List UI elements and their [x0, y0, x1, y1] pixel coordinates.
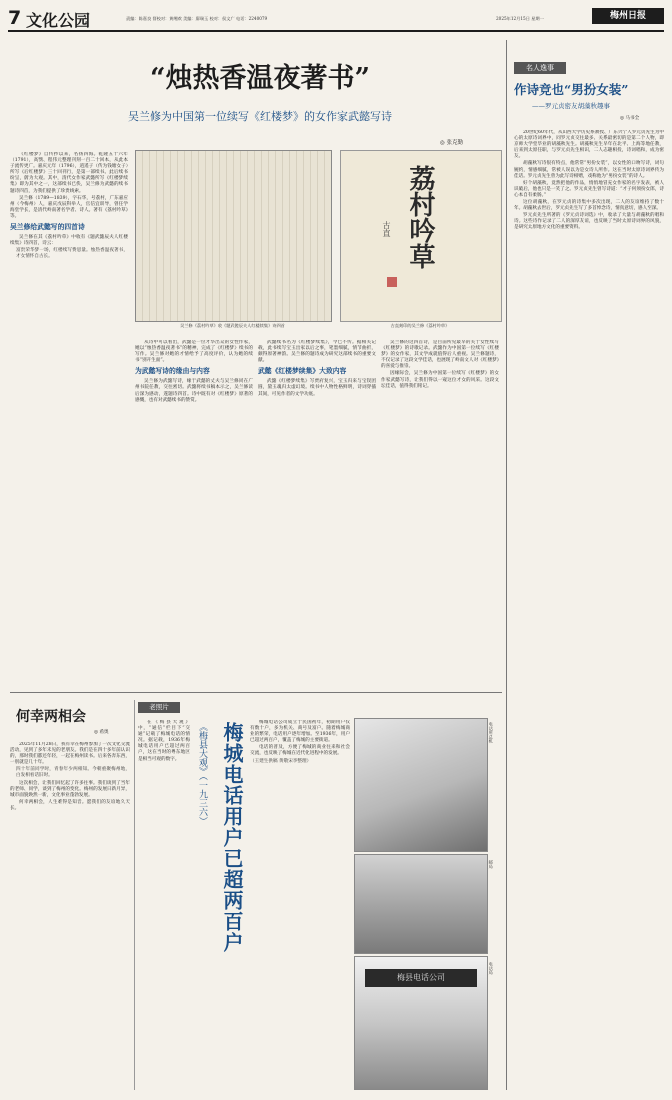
main-col-3: [258, 340, 376, 688]
article-two-author: ◎ 希奥: [94, 730, 109, 735]
side-title: 作诗竞也“男扮女装”: [514, 82, 629, 97]
main-photo-block: [135, 150, 500, 336]
old-photo-2: [354, 854, 488, 954]
old-photo-sign: [365, 969, 477, 987]
old-photo-1: [354, 718, 488, 852]
section-divider: [10, 692, 502, 693]
main-title: “烛热香温夜著书”: [149, 63, 371, 94]
main-subhead-1: 吴兰修给武懿写的四首诗: [10, 223, 85, 232]
main-paragraph: 从诗中可以看出，武懿是一位才华出众的女性作家，她以“烛热香温夜著书”的精神，完成了《红楼梦》续书的写作。吴兰修对她的才情给予了高度评价，认为她的续书“别开生面”。: [135, 340, 253, 364]
paper-name: 梅州日报: [609, 11, 646, 21]
column-divider: [506, 40, 507, 1090]
article-three-paragraph: 电话的普及，方便了梅城的商业往来和社会交流，也反映了梅城在近代化进程中的发展。: [250, 745, 350, 757]
main-paragraph: 吴兰修为武懿写诗，缘于武懿的丈夫与吴兰修同在广州书院任教，交往密切。武懿将续书稿本示之，吴兰修读后深为感动，遂题诗四首。诗中既有对《红楼梦》原著的感慨，也有对武懿续书的赞赏。: [135, 379, 253, 403]
article-two-paragraph: 这次相会，让我们回忆起了许多往事。我们谈到了当年的老师、同学，谈到了梅州的变化。梅州的发展日新月异，城市面貌焕然一新，文化事业蓬勃发展。: [10, 780, 130, 798]
side-body: [514, 130, 664, 1088]
book-title-calligraphy: 荔村吟草: [405, 165, 435, 269]
main-col-1: [10, 152, 128, 688]
side-paragraph: 20世纪60年代，从山西大学历史系教授、广东兴宁人罗元贞先生为中心的太原诗词界中，同罗元贞交往最多、关系最密切的是第二个人物，即京师大学堂毕业的胡藻秋先生。胡藻秋先生早年在北平、上海等地任教，后来到太原任职，与罗元贞先生相识，二人志趣相投，诗词唱和，成为密友。: [514, 130, 664, 160]
article-two-title: 何幸两相会: [16, 709, 86, 725]
article-three-source: 《梅县大观》（一九三六）: [197, 722, 207, 826]
old-photo-3: [354, 956, 488, 1090]
side-paragraph: 胡藻秋写诗很有特点，他常常“男扮女装”，以女性的口吻写诗，词句婉约，情感细腻，常被人误以为是女诗人所作。这在当时太原诗词界传为佳话。罗元贞先生曾为此写诗相赠，戏称他为“男扮女装”的诗人。: [514, 161, 664, 179]
article-two-poem: 四十年前同学时，青春年少两相知。今朝重聚梅州地，白发相看话旧时。: [16, 767, 130, 779]
page-number: 7: [8, 7, 22, 29]
book-cover-photo: [340, 150, 502, 322]
column-tag: [514, 62, 566, 74]
article-three-tag-label: 老照片: [149, 703, 169, 711]
main-col-2: [135, 340, 253, 688]
main-poem: 富贵荣华梦一场，红楼续写费思量。烛热香温夜著书，才女情怀自古长。: [16, 248, 128, 260]
masthead-rule: [8, 30, 664, 32]
paper-logo: [592, 8, 664, 24]
article-three-body: [250, 720, 350, 1090]
main-paragraph: 武懿《红楼梦续集》写贾府复兴，宝玉归来与宝钗团圆，黛玉魂归太虚幻境。续书中人物性格鲜明，诗词穿插其间，可见作者的文学功底。: [258, 379, 376, 397]
main-subtitle: 吴兰修为中国第一位续写《红楼梦》的女作家武懿写诗: [128, 110, 392, 123]
article-two-paragraph: 何幸两相会，人生难得是知音。愿我们的友谊地久天长。: [10, 799, 130, 811]
main-subhead-3: 武懿《红楼梦续集》大致内容: [258, 367, 347, 376]
old-photo-3-caption: 电话局: [488, 962, 494, 975]
masthead: [8, 8, 664, 28]
main-paragraph: 吴兰修的这四首诗，是目前所见最早的关于女性续写《红楼梦》的诗歌记录。武懿作为中国第一位续写《红楼梦》的女作家，其文学成就值得后人重视。吴兰修题诗，不仅记录了这段文学佳话，也展现了岭南文人对《红楼梦》的喜爱与推崇。: [381, 340, 499, 370]
side-author: ◎ 马书全: [620, 116, 640, 121]
photo-caption-left: 吴兰修《荔村吟草》收《题武懿辰夫人红楼续集》诗四首: [180, 323, 285, 328]
manuscript-photo: [135, 150, 332, 322]
article-three-paragraph: 在《梅县大观》中，“通信”栏目下“交通”记载了梅城电话的情况。据记载，1936年梅城电话用户已超过两百户，这在当时的粤东地区是相当可观的数字。: [138, 720, 190, 762]
article-three-tag: [138, 702, 180, 713]
issue-date: 2025年12月15日 星期一: [496, 16, 544, 21]
main-author: ◎ 张克勤: [440, 140, 464, 146]
article-three-paragraph: 梅城电话公司成立于民国初年，初期用户仅有数十户，多为机关、商号及富户。随着梅城商业的繁荣，电话用户逐年增加。至1936年，用户已超过两百户，覆盖了梅城的主要街道。: [250, 720, 350, 744]
main-col-4: [381, 340, 499, 688]
article-three-title: 梅城电话用户已超两百户: [220, 722, 244, 953]
side-paragraph: 这位胡藻秋，在罗元贞的诗集中多次出现，二人的友谊维持了数十年。胡藻秋去世后，罗元贞先生写了多首悼念诗，情真意切，感人至深。: [514, 200, 664, 212]
main-subhead-2: 为武懿写诗的缘由与内容: [135, 367, 210, 376]
article-divider: [134, 700, 135, 1090]
seal-stamp: [387, 277, 397, 287]
article-two-paragraph: 2025年11月28日，我有幸在梅州参加了一次文化交流活动，见到了多年未见的老朋友。我们是在四十多年前认识的，那时我们都还年轻，一起在梅州读书。后来各奔东西，一别就是几十年。: [10, 742, 130, 766]
article-three-footer: （王建生供稿 黄敬宋李整理）: [250, 758, 312, 764]
article-three: [138, 700, 502, 1092]
article-two-body: [10, 742, 130, 1090]
book-label: 古直: [382, 221, 391, 237]
main-paragraph: 吴兰修在其《荔村吟草》中收有《题武懿辰夫人红楼续集》诗四首，诗云：: [10, 235, 128, 247]
article-three-body-left: [138, 720, 190, 1090]
column-tag-label: 名人逸事: [526, 64, 554, 72]
editor-line: 责编：陈嘉良 督校对：黄缃欢 美编：廖瑞玉 校对：侯文广 电话：2240079: [126, 16, 268, 21]
article-two: [10, 700, 130, 1092]
main-paragraph: 因缘际会，吴兰修为中国第一位续写《红楼梦》的女作家武懿写诗，让我们得以一窥这位才女的风采。这段文坛佳话，值得我们铭记。: [381, 371, 499, 389]
old-photo-sign-text: 梅县电话公司: [397, 973, 445, 982]
main-paragraph: 武懿续书名为《红楼梦续集》，今已不传。据相关记载，此书续写宝玉出家以后之事，笔墨细腻，情节曲折，颇得原著神韵。吴兰修的题诗成为研究这部续书的重要文献。: [258, 340, 376, 364]
side-paragraph: 罗元贞先生所著的《罗元贞诗词选》中，收录了大量与胡藻秋的唱和诗。这些诗作记录了二人的深厚友谊，也反映了当时太原诗词界的风貌，是研究太原地方文化的重要资料。: [514, 213, 664, 231]
main-paragraph: 吴兰修（1789—1839），字石华，号荔村，广东嘉应州（今梅州）人，嘉庆戊辰科举人，官信宜训导，曾任学海堂学长，是清代岭南著名学者、诗人。著有《荔村吟草》等。: [10, 195, 128, 219]
side-paragraph: 好个胡藻秋，竟然把他的作品，悄悄地冒充女作家的名字发表，被人识破后，他也只是一笑了之。罗元贞先生曾写诗道：“才子何须扮女郎，诗心本自有柔肠。”: [514, 180, 664, 198]
main-paragraph: 《红楼梦》自传抄以来，名扬四海。乾隆五十六年（1791），高鹗、程伟元整理刊刻一百二十回本，从此本子流传更广。嘉庆元年（1796），逍遥子（传为钱塘女子）所写《后红楼梦》三十回刊行，是第一部续书。此后续书纷呈，蔚为大观。其中，清代女作家武懿所写《红楼梦续集》即为其中之一，这部续书已佚，吴兰修为武懿的续书题诗四首，为我们提供了珍贵线索。: [10, 152, 128, 194]
main-article: [10, 40, 500, 690]
old-photo-2-caption: 邮局: [488, 860, 494, 869]
photo-caption-right: 古直刻印的吴兰修《荔村吟草》: [390, 323, 450, 328]
section-title: 文化公园: [26, 11, 91, 30]
side-article: [512, 40, 664, 1090]
old-photo-1-caption: 电话所总机: [488, 722, 494, 743]
side-subtitle: ——罗元贞密友胡藻秋趣事: [532, 102, 610, 110]
